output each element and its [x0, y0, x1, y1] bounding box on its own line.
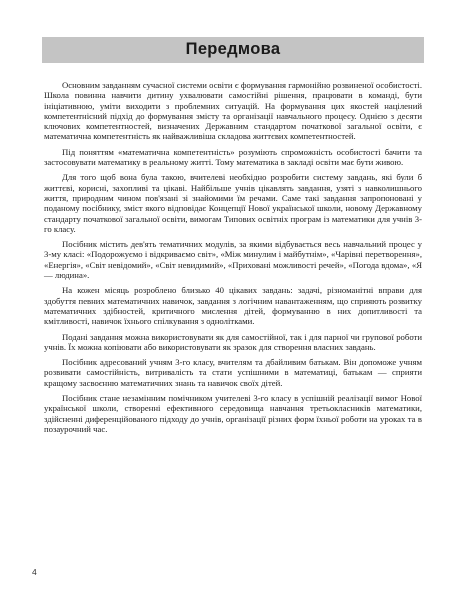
title-banner: [42, 37, 424, 63]
paragraph: Основним завданням сучасної системи освіти є формування гармонійно розвиненої особистості. Школа повинна навчити дитину ухвалювати самостійні рішення, працювати в команді, бути ініціативною, уміти виходити з проблемних ситуацій. На формування цих якостей націлений компетентнісний підхід до формування змісту та організації навчального процесу. Однією з десяти ключових компетентностей, визначених Державним стандартом початкової загальної освіти, є математична компетентність як найважливіша складова життєвих компетентностей.: [44, 80, 422, 142]
paragraph: Подані завдання можна використовувати як для самостійної, так і для парної чи групової роботи учнів. Їх можна копіювати або використовувати як зразок для створення власних завдань.: [44, 331, 422, 352]
paragraph: Посібник адресований учням 3-го класу, вчителям та дбайливим батькам. Він допоможе учням розвивати самостійність, витривалість та стати успішними в математиці, батькам — сприяти кращому засвоєнню математичних знань та навичок своїх дітей.: [44, 357, 422, 388]
paragraph: Під поняттям «математична компетентність» розуміють спроможність особистості бачити та застосовувати математику в реальному житті. Тому математика в закладі освіти має бути живою.: [44, 146, 422, 168]
page-title: Передмова: [185, 40, 281, 58]
paragraph: Для того щоб вона була такою, вчителеві необхідно розробити систему завдань, які були б життєві, корисні, захопливі та цікаві. Найбільше учнів цікавлять завдання, узяті з навколишнього життя, природним чином пов'язані зі знайомими їм речами. Саме такі завдання запропоновані у поданому посібнику, зміст якого відповідає Концепції Нової української школи, новому Державному стандарту початкової загальної освіти, вимогам Типових освітніх програм із математики для учнів 3-го класу.: [44, 172, 422, 234]
paragraph: На кожен місяць розроблено близько 40 цікавих завдань: задачі, різноманітні вправи для здобуття певних математичних навичок, завдання з логічним навантаженням, що сприяють розвитку математичних здібностей, критичного мислення дітей, формуванню в них допитливості та кмітливості, навичок їхнього спілкування з однолітками.: [44, 285, 422, 327]
paragraph: Посібник стане незамінним помічником учителеві 3-го класу в успішній реалізації вимог Нової української школи, створенні ефективного середовища навчання третьокласників математики, здійсненні диференційованого підходу до учнів, організації різних форм їхньої роботи на уроках та в позаурочний час.: [44, 393, 422, 434]
page-number: 4: [32, 567, 37, 577]
body-text: [44, 80, 422, 439]
paragraph: Посібник містить дев'ять тематичних модулів, за якими відбувається весь навчальний процес у 3-му класі: «Подорожуємо і відкриваємо світ», «Між минулим і майбутнім», «Чарівні перетворення», «Енергія», «Світ невідомий», «Світ невидимий», «Приховані можливості речей», «Погода вдома», «Я — людина».: [44, 239, 422, 281]
